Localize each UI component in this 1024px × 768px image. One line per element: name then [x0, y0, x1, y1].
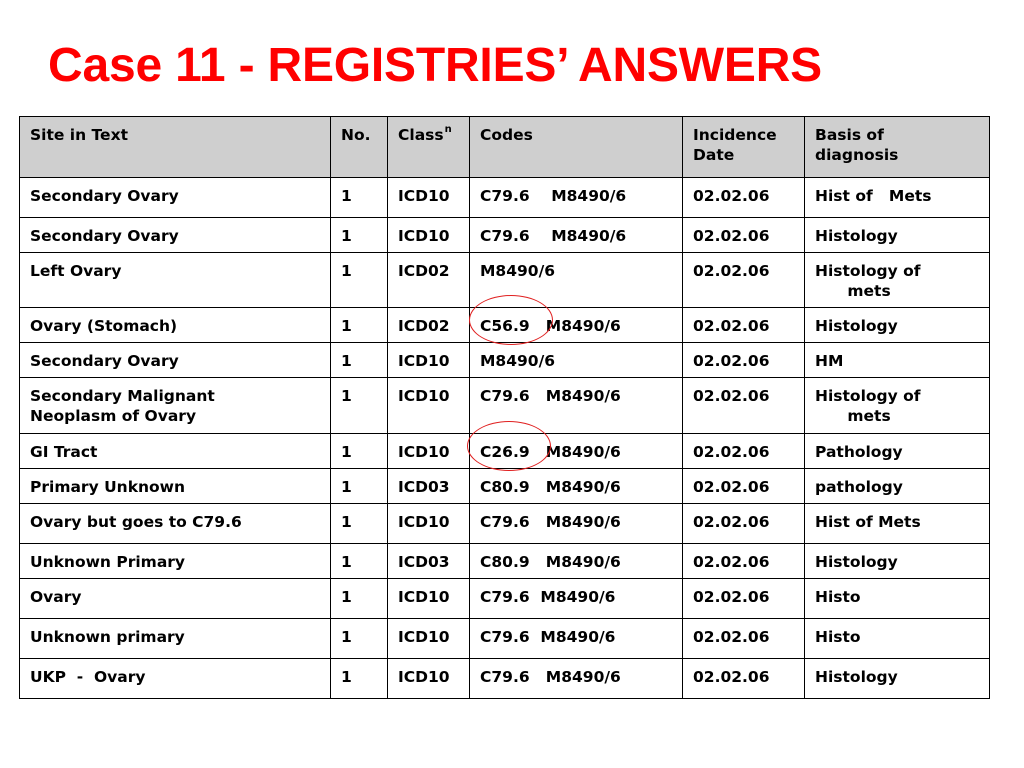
cell-class: ICD10 [388, 579, 470, 619]
cell-class: ICD10 [388, 434, 470, 469]
cell-class: ICD10 [388, 659, 470, 699]
cell-date: 02.02.06 [683, 579, 805, 619]
table-row [20, 378, 990, 434]
cell-no: 1 [331, 178, 388, 218]
cell-date: 02.02.06 [683, 178, 805, 218]
header-class [388, 117, 470, 178]
cell-site: Unknown Primary [20, 544, 331, 579]
cell-basis: Histo [805, 619, 990, 659]
cell-class: ICD10 [388, 343, 470, 378]
cell-date: 02.02.06 [683, 434, 805, 469]
cell-codes: C79.6 M8490/6 [470, 504, 683, 544]
cell-site: Secondary Ovary [20, 178, 331, 218]
cell-basis: Hist of Mets [805, 504, 990, 544]
cell-basis: Pathology [805, 434, 990, 469]
cell-no: 1 [331, 253, 388, 308]
cell-no: 1 [331, 469, 388, 504]
table-row [20, 343, 990, 378]
cell-no: 1 [331, 659, 388, 699]
cell-date: 02.02.06 [683, 218, 805, 253]
cell-no: 1 [331, 218, 388, 253]
cell-date: 02.02.06 [683, 343, 805, 378]
cell-no: 1 [331, 504, 388, 544]
cell-no: 1 [331, 579, 388, 619]
cell-date: 02.02.06 [683, 659, 805, 699]
table-row [20, 579, 990, 619]
cell-codes: M8490/6 [470, 253, 683, 308]
cell-class: ICD10 [388, 619, 470, 659]
table-row [20, 434, 990, 469]
header-class-label: Class [398, 126, 444, 144]
cell-class: ICD10 [388, 378, 470, 434]
header-class-superscript: n [444, 124, 452, 135]
cell-date: 02.02.06 [683, 619, 805, 659]
table-row [20, 544, 990, 579]
table-row [20, 619, 990, 659]
cell-site: Primary Unknown [20, 469, 331, 504]
cell-class: ICD10 [388, 504, 470, 544]
cell-codes: M8490/6 [470, 343, 683, 378]
cell-class: ICD02 [388, 253, 470, 308]
cell-codes: C26.9 M8490/6 [470, 434, 683, 469]
table-body [20, 178, 990, 699]
cell-date: 02.02.06 [683, 469, 805, 504]
cell-date: 02.02.06 [683, 378, 805, 434]
cell-basis: HM [805, 343, 990, 378]
cell-site: Ovary but goes to C79.6 [20, 504, 331, 544]
cell-basis: Hist of Mets [805, 178, 990, 218]
cell-no: 1 [331, 619, 388, 659]
cell-site: UKP - Ovary [20, 659, 331, 699]
cell-site: Secondary Ovary [20, 218, 331, 253]
cell-basis: Histology [805, 218, 990, 253]
cell-site: Secondary Malignant Neoplasm of Ovary [20, 378, 331, 434]
table-row [20, 504, 990, 544]
cell-no: 1 [331, 434, 388, 469]
cell-no: 1 [331, 378, 388, 434]
header-basis: Basis of diagnosis [805, 117, 990, 178]
cell-basis: Histology [805, 544, 990, 579]
cell-site: GI Tract [20, 434, 331, 469]
cell-class: ICD10 [388, 218, 470, 253]
table-row [20, 469, 990, 504]
cell-basis: Histology of mets [805, 253, 990, 308]
cell-site: Unknown primary [20, 619, 331, 659]
cell-date: 02.02.06 [683, 308, 805, 343]
header-site: Site in Text [20, 117, 331, 178]
cell-site: Left Ovary [20, 253, 331, 308]
cell-codes: C79.6 M8490/6 [470, 619, 683, 659]
cell-codes: C79.6 M8490/6 [470, 178, 683, 218]
header-incidence-date: Incidence Date [683, 117, 805, 178]
cell-codes: C80.9 M8490/6 [470, 544, 683, 579]
header-row [20, 117, 990, 178]
cell-no: 1 [331, 343, 388, 378]
cell-codes: C79.6 M8490/6 [470, 378, 683, 434]
table-row [20, 253, 990, 308]
cell-codes: C56.9 M8490/6 [470, 308, 683, 343]
cell-codes: C79.6 M8490/6 [470, 218, 683, 253]
cell-site: Ovary (Stomach) [20, 308, 331, 343]
cell-date: 02.02.06 [683, 544, 805, 579]
cell-no: 1 [331, 308, 388, 343]
cell-class: ICD10 [388, 178, 470, 218]
cell-class: ICD02 [388, 308, 470, 343]
cell-codes: C79.6 M8490/6 [470, 579, 683, 619]
cell-basis: Histology [805, 308, 990, 343]
cell-basis: pathology [805, 469, 990, 504]
table-row [20, 218, 990, 253]
page-title: Case 11 - REGISTRIES’ ANSWERS [48, 39, 822, 92]
table-row [20, 659, 990, 699]
cell-codes: C79.6 M8490/6 [470, 659, 683, 699]
table-row [20, 308, 990, 343]
registries-table [19, 116, 990, 699]
cell-date: 02.02.06 [683, 504, 805, 544]
cell-site: Secondary Ovary [20, 343, 331, 378]
header-no: No. [331, 117, 388, 178]
cell-class: ICD03 [388, 469, 470, 504]
cell-basis: Histo [805, 579, 990, 619]
cell-date: 02.02.06 [683, 253, 805, 308]
table-row [20, 178, 990, 218]
cell-class: ICD03 [388, 544, 470, 579]
cell-basis: Histology [805, 659, 990, 699]
cell-codes: C80.9 M8490/6 [470, 469, 683, 504]
cell-basis: Histology of mets [805, 378, 990, 434]
cell-site: Ovary [20, 579, 331, 619]
header-codes: Codes [470, 117, 683, 178]
cell-no: 1 [331, 544, 388, 579]
